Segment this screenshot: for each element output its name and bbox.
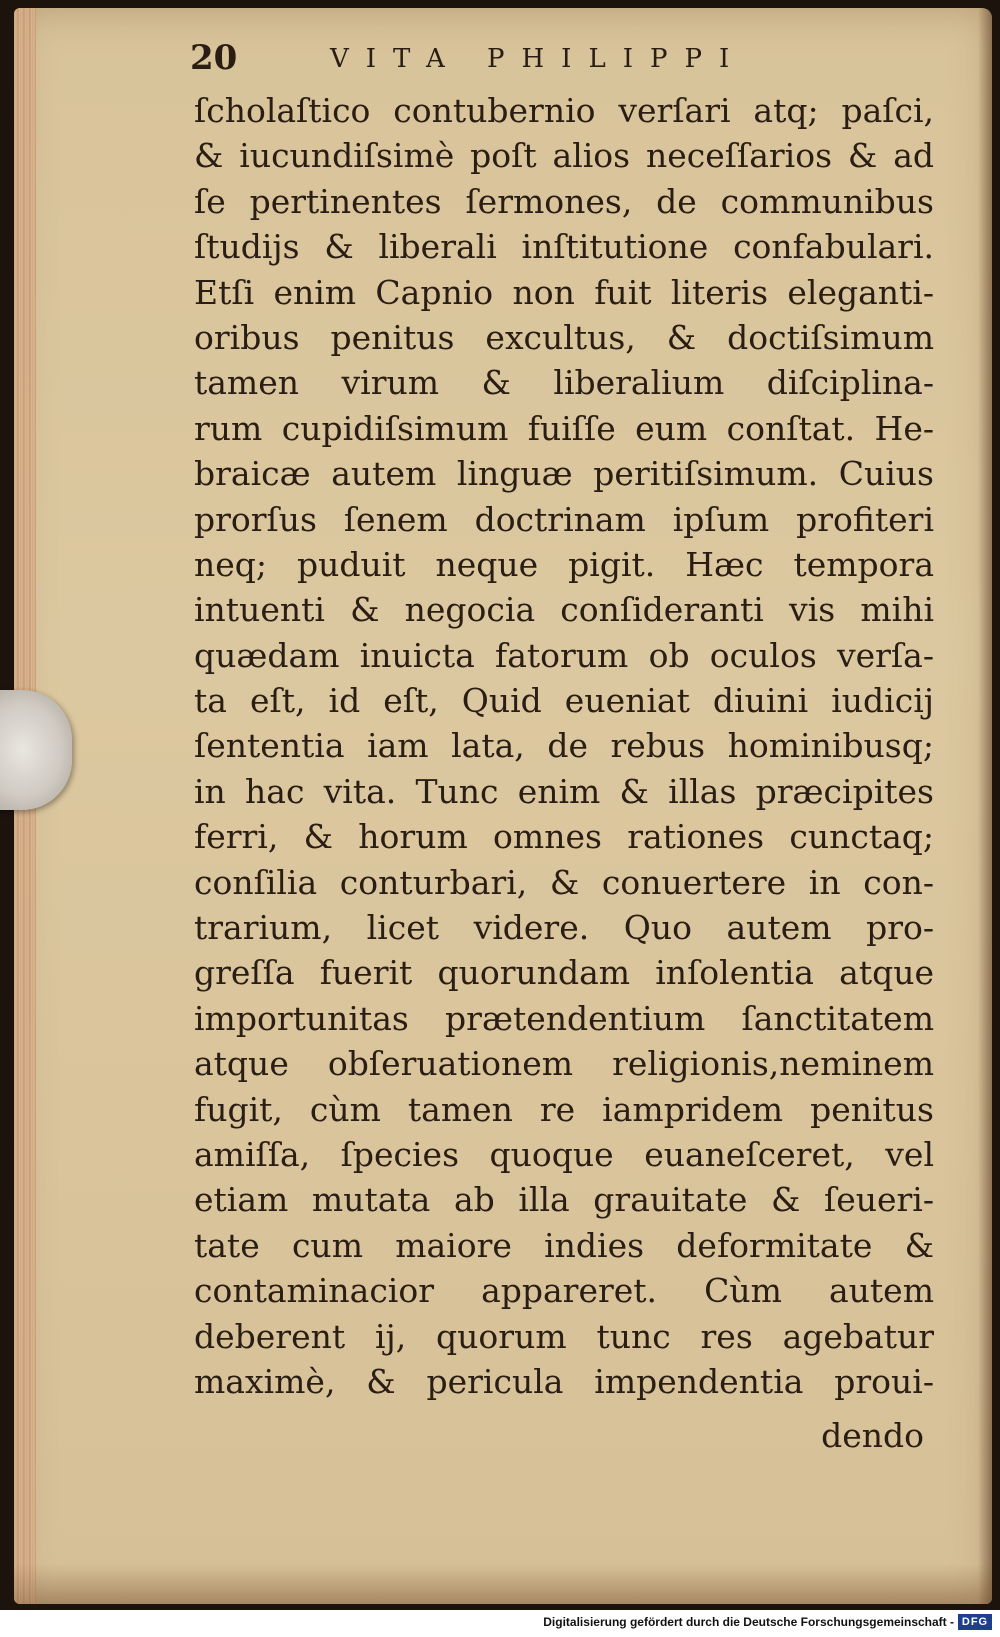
text-line: tate cum maiore indies deformitate & [194, 1225, 934, 1265]
text-line: neq; puduit neque pigit. Hæc tempora [194, 544, 934, 584]
text-line: ſtudijs & liberali inſtitutione confabulari. [194, 227, 934, 267]
text-line: conſilia conturbari, & conuertere in con- [194, 862, 934, 902]
page-header [190, 38, 810, 84]
text-line: deberent ij, quorum tunc res agebatur [194, 1316, 934, 1356]
dfg-logo: DFG [958, 1614, 992, 1630]
text-line: atque obſeruationem religionis,neminem [194, 1044, 934, 1084]
text-line: etiam mutata ab illa grauitate & ſeueri- [194, 1180, 934, 1220]
body-text [194, 88, 934, 1404]
page-bottom-shadow [14, 1564, 992, 1604]
text-line: ferri, & horum omnes rationes cunctaq; [194, 817, 934, 857]
text-line: quædam inuicta fatorum ob oculos verſa- [194, 635, 934, 675]
text-line: trarium, licet videre. Quo autem pro- [194, 908, 934, 948]
text-line: braicæ autem linguæ peritiſsimum. Cuius [194, 454, 934, 494]
text-line: tamen virum & liberalium diſciplina- [194, 363, 934, 403]
text-line: Etſi enim Capnio non fuit literis eleganti- [194, 272, 934, 312]
text-line: rum cupidiſsimum fuiſſe eum conſtat. He- [194, 408, 934, 448]
text-line: oribus penitus excultus, & doctiſsimum [194, 317, 934, 357]
page-gutter-shadow [978, 8, 992, 1604]
footer-credit: Digitalisierung gefördert durch die Deutsche Forschungsgemeinschaft - [543, 1615, 954, 1629]
text-line: & iucundiſsimè poſt alios neceſſarios & ad [194, 136, 934, 176]
text-line: intuenti & negocia conſideranti vis mihi [194, 590, 934, 630]
catchword: dendo [821, 1416, 924, 1455]
text-line: maximè, & pericula impendentia proui- [194, 1361, 934, 1401]
text-line: ſe pertinentes ſermones, de communibus [194, 181, 934, 221]
text-line: ſententia iam lata, de rebus hominibusq; [194, 726, 934, 766]
text-line: greſſa fuerit quorundam inſolentia atque [194, 953, 934, 993]
book-page [14, 8, 992, 1604]
text-line: in hac vita. Tunc enim & illas præcipites [194, 771, 934, 811]
text-line: prorſus ſenem doctrinam ipſum profiteri [194, 499, 934, 539]
running-title: VITA PHILIPPI [330, 44, 747, 74]
footer-bar [0, 1610, 1000, 1637]
text-line: contaminacior appareret. Cùm autem [194, 1271, 934, 1311]
text-line: ta eſt, id eſt, Quid eueniat diuini iudicij [194, 681, 934, 721]
text-line: amiſſa, ſpecies quoque euaneſceret, vel [194, 1134, 934, 1174]
text-line: ſcholaſtico contubernio verſari atq; paſci, [194, 91, 934, 130]
text-line: importunitas prætendentium ſanctitatem [194, 998, 934, 1038]
text-line: fugit, cùm tamen re iampridem penitus [194, 1089, 934, 1129]
page-number: 20 [190, 38, 238, 78]
